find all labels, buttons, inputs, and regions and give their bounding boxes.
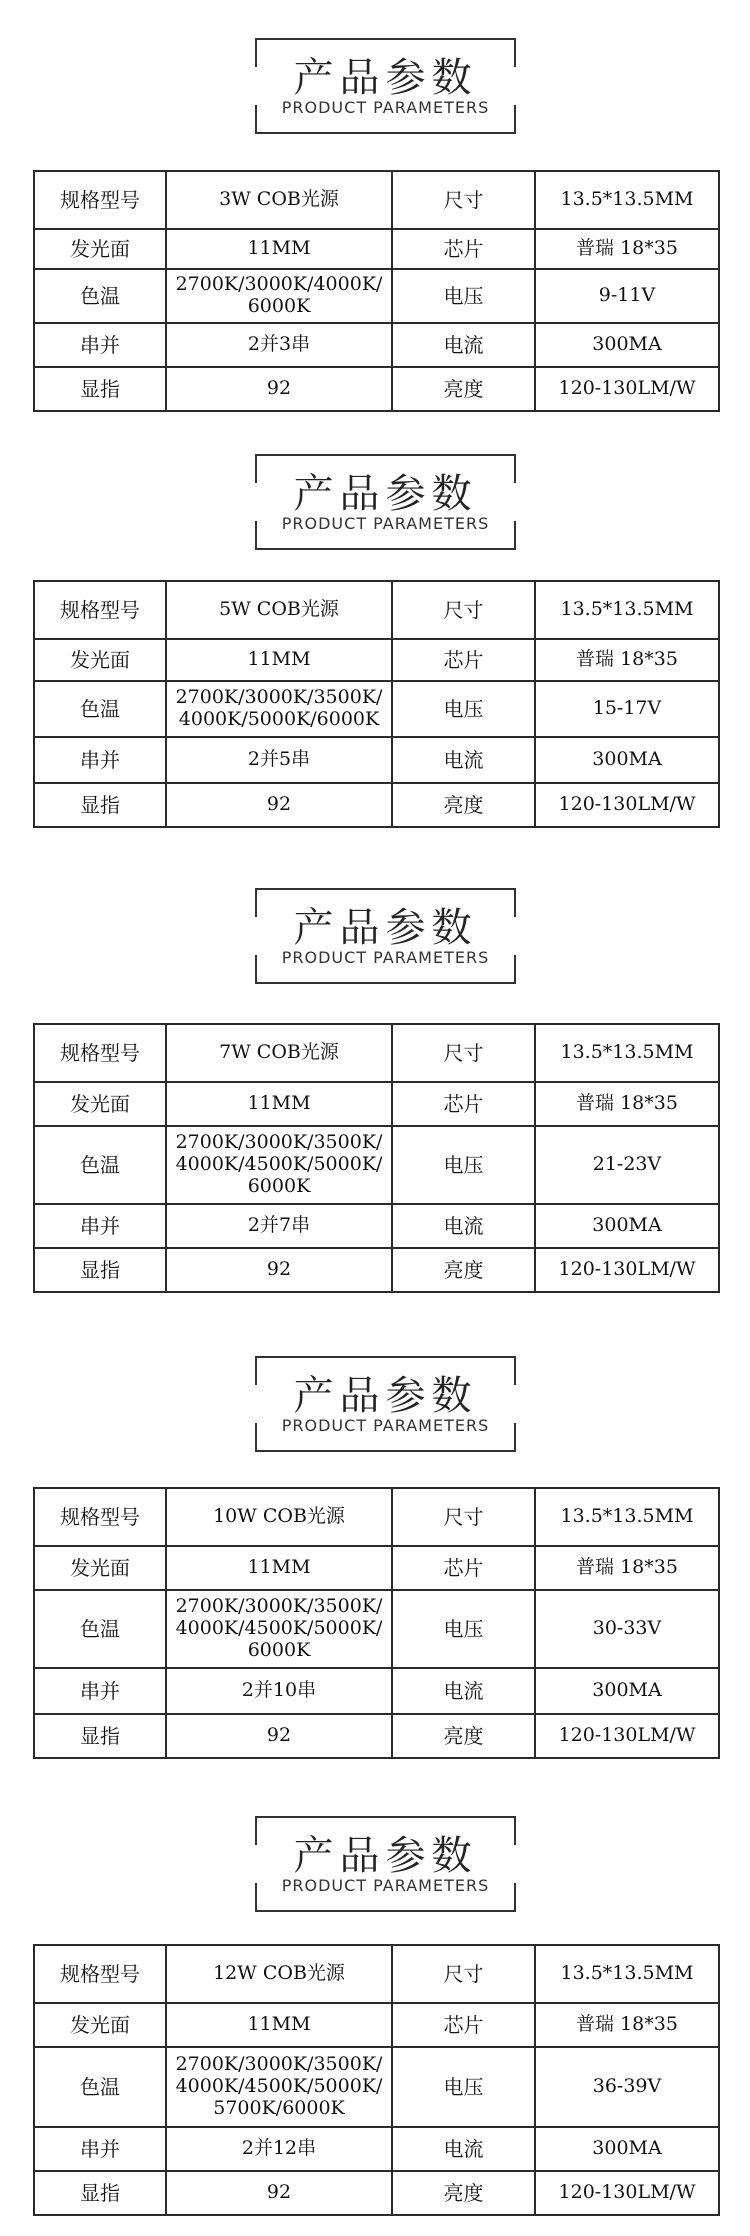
value-model: 10W COB光源: [166, 1488, 392, 1546]
table-row: [34, 1126, 719, 1204]
table-row: [34, 171, 719, 229]
value-chip: 普瑞 18*35: [535, 2003, 719, 2047]
heading-subtitle: PRODUCT PARAMETERS: [281, 514, 490, 533]
label-emitting-surface: 发光面: [34, 1082, 166, 1126]
value-current: 300MA: [535, 737, 719, 783]
label-chip: 芯片: [392, 1082, 535, 1126]
heading-title: 产品参数: [293, 1373, 478, 1419]
value-series-parallel: 2并3串: [166, 323, 392, 367]
label-emitting-surface: 发光面: [34, 1546, 166, 1590]
value-voltage: 21-23V: [535, 1126, 719, 1204]
table-row: [34, 229, 719, 269]
table-row: [34, 1546, 719, 1590]
label-series-parallel: 串并: [34, 1204, 166, 1248]
table-row: [34, 2003, 719, 2047]
label-current: 电流: [392, 323, 535, 367]
heading-subtitle: PRODUCT PARAMETERS: [281, 98, 490, 117]
value-cri: 92: [166, 1248, 392, 1292]
value-series-parallel: 2并10串: [166, 1668, 392, 1714]
label-cri: 显指: [34, 2171, 166, 2215]
label-current: 电流: [392, 2127, 535, 2171]
value-brightness: 120-130LM/W: [535, 2171, 719, 2215]
value-series-parallel: 2并5串: [166, 737, 392, 783]
value-emitting-surface: 11MM: [166, 1546, 392, 1590]
label-model: 规格型号: [34, 581, 166, 639]
table-row: [34, 367, 719, 411]
table-row: [34, 737, 719, 783]
label-chip: 芯片: [392, 229, 535, 269]
value-current: 300MA: [535, 1668, 719, 1714]
label-size: 尺寸: [392, 171, 535, 229]
label-brightness: 亮度: [392, 2171, 535, 2215]
value-voltage: 15-17V: [535, 681, 719, 737]
label-model: 规格型号: [34, 1945, 166, 2003]
parameter-table: [33, 1487, 720, 1759]
label-series-parallel: 串并: [34, 737, 166, 783]
value-size: 13.5*13.5MM: [535, 171, 719, 229]
table-row: [34, 1668, 719, 1714]
value-chip: 普瑞 18*35: [535, 229, 719, 269]
parameter-table: [33, 1944, 720, 2216]
heading-title: 产品参数: [293, 471, 478, 517]
label-emitting-surface: 发光面: [34, 229, 166, 269]
table-row: [34, 1248, 719, 1292]
table-row: [34, 1590, 719, 1668]
label-chip: 芯片: [392, 2003, 535, 2047]
label-voltage: 电压: [392, 2047, 535, 2127]
table-row: [34, 2047, 719, 2127]
value-voltage: 30-33V: [535, 1590, 719, 1668]
value-cri: 92: [166, 2171, 392, 2215]
value-cri: 92: [166, 367, 392, 411]
label-model: 规格型号: [34, 1488, 166, 1546]
label-brightness: 亮度: [392, 783, 535, 827]
table-row: [34, 1945, 719, 2003]
section-heading: [255, 454, 516, 550]
label-size: 尺寸: [392, 1024, 535, 1082]
section-heading: [255, 1356, 516, 1452]
table-row: [34, 1204, 719, 1248]
value-cri: 92: [166, 783, 392, 827]
value-chip: 普瑞 18*35: [535, 639, 719, 681]
label-chip: 芯片: [392, 639, 535, 681]
label-emitting-surface: 发光面: [34, 639, 166, 681]
table-row: [34, 639, 719, 681]
heading-subtitle: PRODUCT PARAMETERS: [281, 1876, 490, 1895]
value-size: 13.5*13.5MM: [535, 1024, 719, 1082]
value-model: 12W COB光源: [166, 1945, 392, 2003]
value-color-temp: 2700K/3000K/3500K/ 4000K/4500K/5000K/ 6000K: [166, 1126, 392, 1204]
label-color-temp: 色温: [34, 1126, 166, 1204]
value-brightness: 120-130LM/W: [535, 783, 719, 827]
label-cri: 显指: [34, 783, 166, 827]
label-cri: 显指: [34, 367, 166, 411]
value-current: 300MA: [535, 323, 719, 367]
label-series-parallel: 串并: [34, 1668, 166, 1714]
value-emitting-surface: 11MM: [166, 1082, 392, 1126]
parameter-table: [33, 1023, 720, 1293]
section-heading: [255, 888, 516, 984]
label-color-temp: 色温: [34, 1590, 166, 1668]
value-size: 13.5*13.5MM: [535, 1488, 719, 1546]
label-series-parallel: 串并: [34, 323, 166, 367]
value-emitting-surface: 11MM: [166, 229, 392, 269]
label-color-temp: 色温: [34, 681, 166, 737]
label-chip: 芯片: [392, 1546, 535, 1590]
value-model: 5W COB光源: [166, 581, 392, 639]
parameter-table: [33, 170, 720, 412]
heading-title: 产品参数: [293, 905, 478, 951]
value-size: 13.5*13.5MM: [535, 1945, 719, 2003]
label-color-temp: 色温: [34, 269, 166, 323]
value-voltage: 9-11V: [535, 269, 719, 323]
label-brightness: 亮度: [392, 1714, 535, 1758]
value-color-temp: 2700K/3000K/4000K/ 6000K: [166, 269, 392, 323]
label-emitting-surface: 发光面: [34, 2003, 166, 2047]
label-voltage: 电压: [392, 1590, 535, 1668]
table-row: [34, 269, 719, 323]
label-size: 尺寸: [392, 1488, 535, 1546]
value-emitting-surface: 11MM: [166, 2003, 392, 2047]
label-model: 规格型号: [34, 1024, 166, 1082]
table-row: [34, 783, 719, 827]
value-size: 13.5*13.5MM: [535, 581, 719, 639]
label-current: 电流: [392, 1204, 535, 1248]
heading-subtitle: PRODUCT PARAMETERS: [281, 1416, 490, 1435]
table-row: [34, 581, 719, 639]
value-cri: 92: [166, 1714, 392, 1758]
table-row: [34, 323, 719, 367]
value-voltage: 36-39V: [535, 2047, 719, 2127]
label-size: 尺寸: [392, 1945, 535, 2003]
heading-title: 产品参数: [293, 55, 478, 101]
value-color-temp: 2700K/3000K/3500K/ 4000K/5000K/6000K: [166, 681, 392, 737]
value-emitting-surface: 11MM: [166, 639, 392, 681]
value-brightness: 120-130LM/W: [535, 1714, 719, 1758]
value-color-temp: 2700K/3000K/3500K/ 4000K/4500K/5000K/ 5700K/6000K: [166, 2047, 392, 2127]
table-row: [34, 1488, 719, 1546]
label-brightness: 亮度: [392, 1248, 535, 1292]
table-row: [34, 1024, 719, 1082]
value-series-parallel: 2并7串: [166, 1204, 392, 1248]
table-row: [34, 2171, 719, 2215]
value-brightness: 120-130LM/W: [535, 367, 719, 411]
value-current: 300MA: [535, 2127, 719, 2171]
label-brightness: 亮度: [392, 367, 535, 411]
table-row: [34, 681, 719, 737]
value-model: 3W COB光源: [166, 171, 392, 229]
label-series-parallel: 串并: [34, 2127, 166, 2171]
label-voltage: 电压: [392, 681, 535, 737]
value-current: 300MA: [535, 1204, 719, 1248]
value-chip: 普瑞 18*35: [535, 1082, 719, 1126]
section-heading: [255, 38, 516, 134]
label-current: 电流: [392, 1668, 535, 1714]
table-row: [34, 1082, 719, 1126]
parameter-table: [33, 580, 720, 828]
label-color-temp: 色温: [34, 2047, 166, 2127]
label-cri: 显指: [34, 1714, 166, 1758]
label-voltage: 电压: [392, 1126, 535, 1204]
heading-subtitle: PRODUCT PARAMETERS: [281, 948, 490, 967]
table-row: [34, 2127, 719, 2171]
label-voltage: 电压: [392, 269, 535, 323]
section-heading: [255, 1816, 516, 1912]
value-brightness: 120-130LM/W: [535, 1248, 719, 1292]
value-series-parallel: 2并12串: [166, 2127, 392, 2171]
label-size: 尺寸: [392, 581, 535, 639]
label-model: 规格型号: [34, 171, 166, 229]
value-model: 7W COB光源: [166, 1024, 392, 1082]
value-color-temp: 2700K/3000K/3500K/ 4000K/4500K/5000K/ 6000K: [166, 1590, 392, 1668]
label-current: 电流: [392, 737, 535, 783]
value-chip: 普瑞 18*35: [535, 1546, 719, 1590]
table-row: [34, 1714, 719, 1758]
label-cri: 显指: [34, 1248, 166, 1292]
heading-title: 产品参数: [293, 1833, 478, 1879]
